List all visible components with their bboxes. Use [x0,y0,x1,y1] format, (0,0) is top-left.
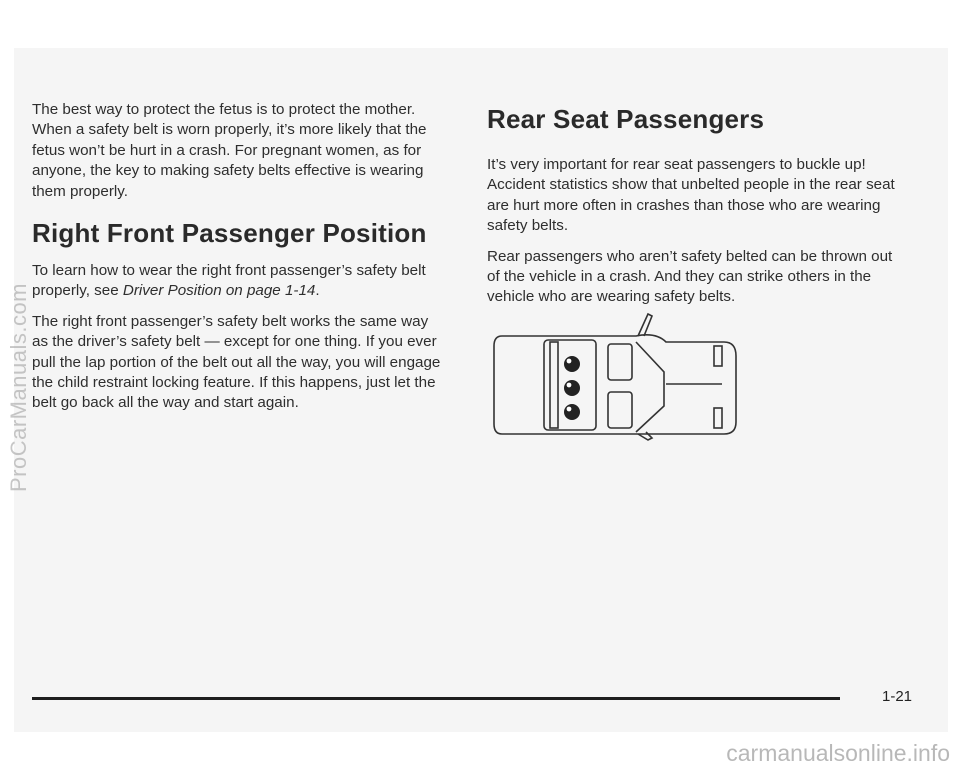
section-heading-rear-seat: Rear Seat Passengers [487,104,765,134]
cross-reference-link[interactable]: Driver Position on page 1-14 [122,282,316,300]
intro-paragraph: The best way to protect the fetus is to protect the mother. When a safety belt is worn properly, it’s more likely that the fetus won’t be hurt in a crash. For pregnant women, as for anyone, the key to making safety belts effective is wearing them properly. [32,101,427,200]
vehicle-top-view-illustration [488,312,738,442]
rear-seat-paragraph-1: It’s very important for rear seat passengers to buckle up! Accident statistics show that unbelted people in the rear seat are hurt more often in crashes than those who are wearing safety belts. [487,156,895,235]
bottom-watermark: carmanualsonline.info [726,740,950,766]
side-mirror-top [714,346,722,366]
rear-passenger-head-1 [564,356,580,372]
left-column [32,100,442,424]
reference-suffix: . [315,282,320,300]
rear-passenger-head-3 [564,404,580,420]
side-watermark: ProCarManuals.com [6,282,31,492]
page-number: 1-21 [882,688,913,705]
reference-text: To learn how to wear the right front passenger’s safety belt properly, see [32,262,426,300]
right-column [487,104,907,318]
belt-explanation-paragraph: The right front passenger’s safety belt works the same way as the driver’s safety belt — except for one thing. If you ever pull the lap portion of the belt out all the way, you will engage the child restraint locking feature. If this happens, just let the belt go back all the way and start again. [32,312,441,412]
front-seat-left [608,344,632,380]
open-door-top [638,314,652,336]
footer-rule [32,697,840,700]
section-heading-right-front-passenger: Right Front Passenger Position [32,218,427,249]
side-mirror-bottom [714,408,722,428]
front-seat-right [608,392,632,428]
windshield [636,342,664,432]
rear-passenger-head-2 [564,380,580,396]
rear-seat-back [550,342,558,428]
reference-paragraph [32,261,442,302]
rear-seat-paragraph-2: Rear passengers who aren’t safety belted can be thrown out of the vehicle in a crash. And they can strike others in the vehicle who are wearing safety belts. [487,247,893,306]
